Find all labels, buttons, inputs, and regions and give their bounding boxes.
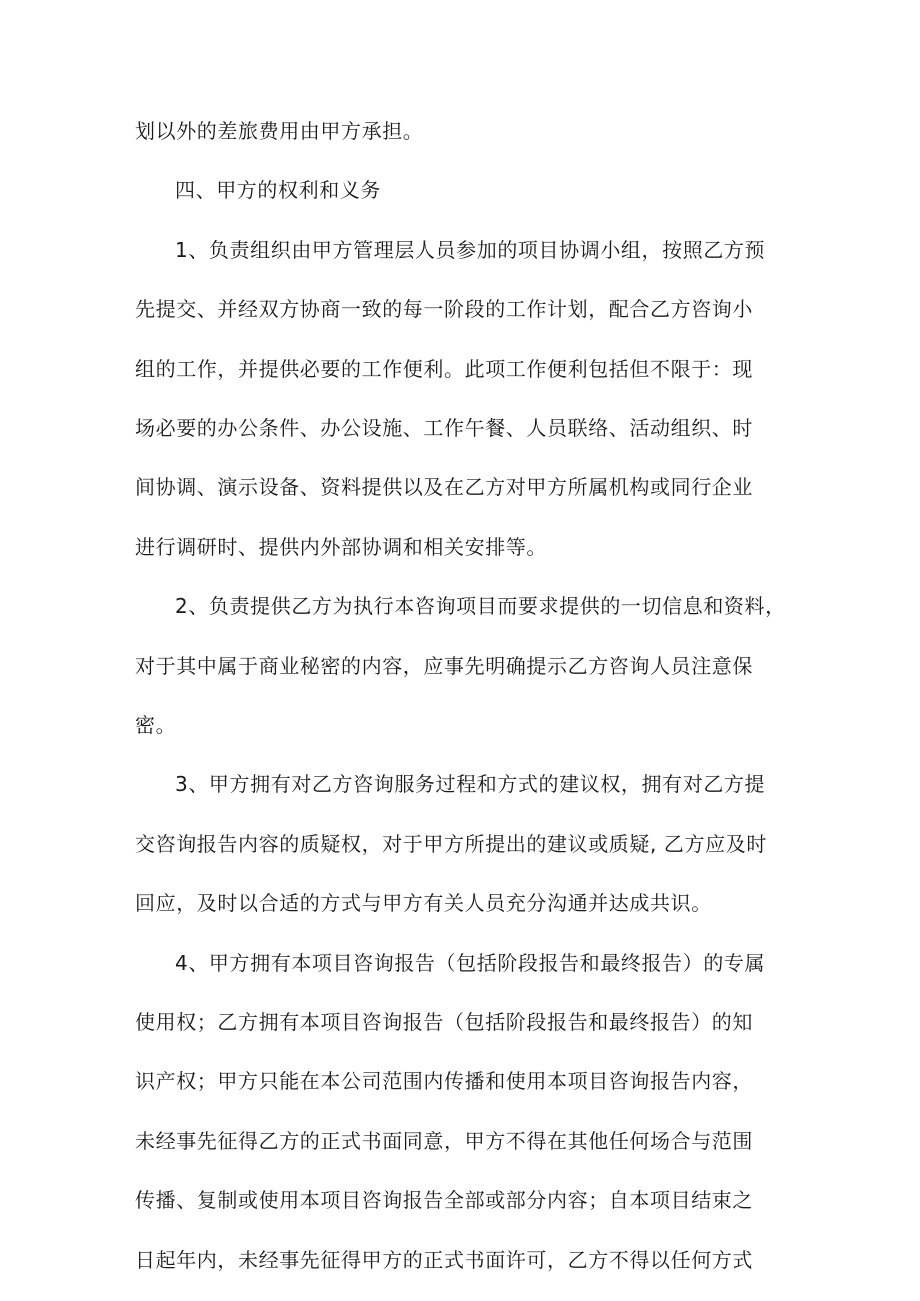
text-line: 密。 <box>135 713 177 737</box>
text-line: 组的工作，并提供必要的工作便利。此项工作便利包括但不限于：现 <box>135 357 753 381</box>
text-line: 间协调、演示设备、资料提供以及在乙方对甲方所属机构或同行企业 <box>135 475 753 499</box>
text-line: 对于其中属于商业秘密的内容，应事先明确提示乙方咨询人员注意保 <box>135 654 753 678</box>
text-line: 使用权；乙方拥有本项目咨询报告（包括阶段报告和最终报告）的知 <box>135 1010 753 1034</box>
text-line: 划以外的差旅费用由甲方承担。 <box>135 119 424 143</box>
text-line: 2、负责提供乙方为执行本咨询项目而要求提供的一切信息和资料， <box>175 594 786 618</box>
text-line: 先提交、并经双方协商一致的每一阶段的工作计划，配合乙方咨询小 <box>135 297 753 321</box>
text-line: 4、甲方拥有本项目咨询报告（包括阶段报告和最终报告）的专属 <box>175 951 766 975</box>
text-line: 进行调研时、提供内外部协调和相关安排等。 <box>135 535 547 559</box>
text-line: 3、甲方拥有对乙方咨询服务过程和方式的建议权，拥有对乙方提 <box>175 772 766 796</box>
text-line: 日起年内，未经事先征得甲方的正式书面许可，乙方不得以任何方式 <box>135 1248 753 1272</box>
text-line: 传播、复制或使用本项目咨询报告全部或部分内容；自本项目结束之 <box>135 1188 753 1212</box>
text-line: 识产权；甲方只能在本公司范围内传播和使用本项目咨询报告内容， <box>135 1069 753 1093</box>
text-line: 场必要的办公条件、办公设施、工作午餐、人员联络、活动组织、时 <box>135 416 753 440</box>
text-line: 1、负责组织由甲方管理层人员参加的项目协调小组，按照乙方预 <box>175 238 766 262</box>
text-line: 未经事先征得乙方的正式书面同意，甲方不得在其他任何场合与范围 <box>135 1129 753 1153</box>
text-line: 交咨询报告内容的质疑权，对于甲方所提出的建议或质疑, 乙方应及时 <box>135 832 767 856</box>
text-line: 回应，及时以合适的方式与甲方有关人员充分沟通并达成共识。 <box>135 891 712 915</box>
section-heading: 四、甲方的权利和义务 <box>175 178 381 202</box>
